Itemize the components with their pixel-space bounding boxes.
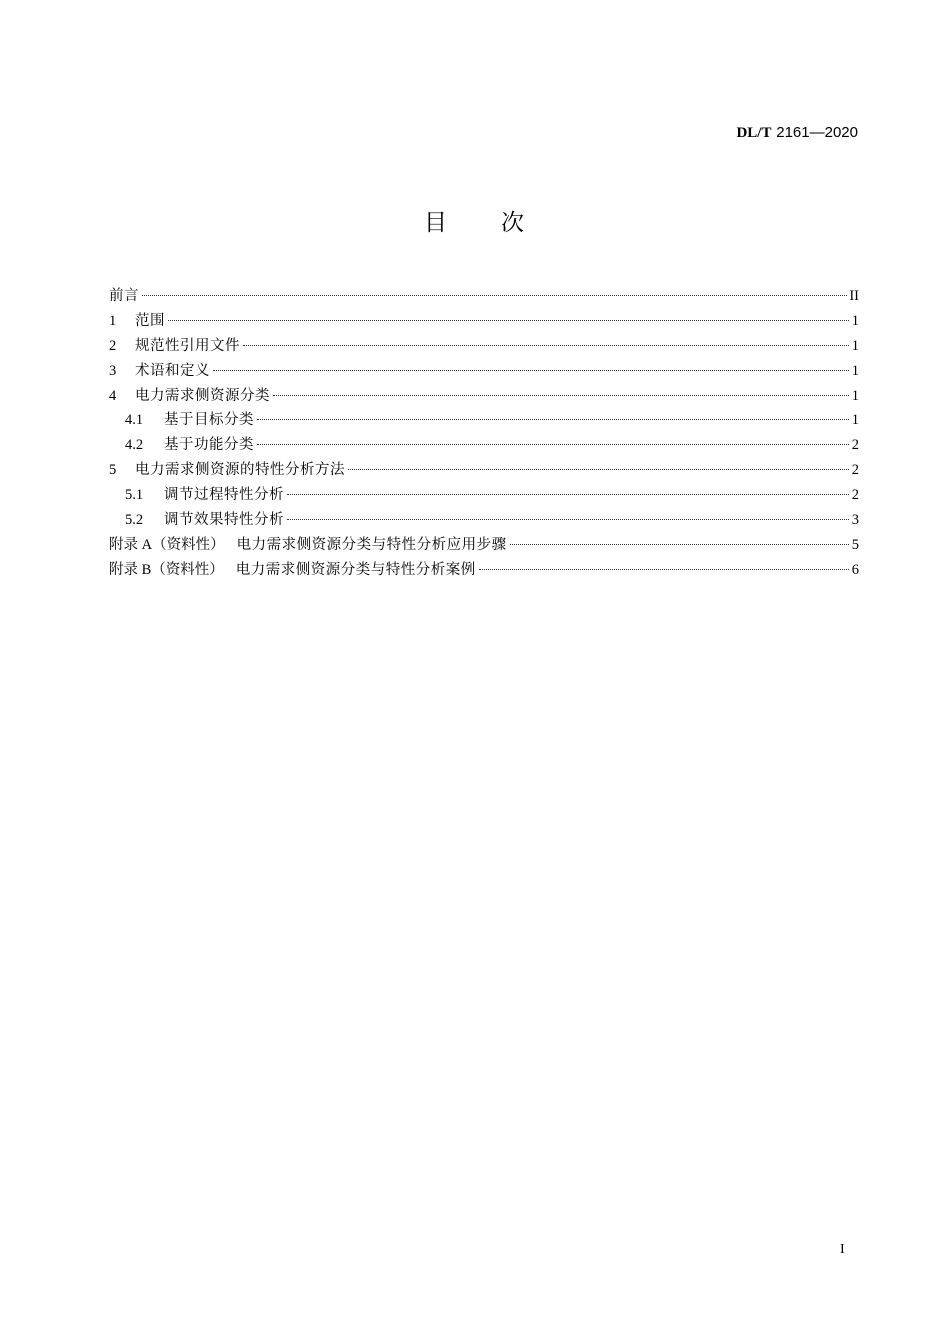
toc-entry-text: 基于功能分类 xyxy=(164,437,254,454)
toc-entry-5-2[interactable] xyxy=(109,508,859,533)
toc-leader-dots xyxy=(168,320,849,321)
toc-leader-dots xyxy=(213,370,849,371)
toc-entry-number: 3 xyxy=(109,362,117,379)
toc-entry-number: 1 xyxy=(109,312,117,329)
toc-entry-text: 基于目标分类 xyxy=(164,412,254,429)
document-code-prefix: DL/T xyxy=(736,125,772,141)
toc-entry-number: 4.1 xyxy=(125,412,144,429)
toc-entry-page: 2 xyxy=(851,462,859,479)
toc-title xyxy=(0,204,950,237)
toc-entry-appendix-b[interactable] xyxy=(109,558,859,583)
toc-entry-foreword[interactable] xyxy=(109,284,859,309)
toc-entry-page: 2 xyxy=(851,437,859,454)
toc-entry-number: 4 xyxy=(109,387,117,404)
toc-leader-dots xyxy=(257,419,849,420)
toc-entry-text: 调节效果特性分析 xyxy=(164,512,284,529)
toc-entry-text: 调节过程特性分析 xyxy=(164,487,284,504)
toc-entry-page: II xyxy=(849,288,859,304)
toc-leader-dots xyxy=(243,345,849,346)
toc-entry-text: 电力需求侧资源分类与特性分析案例 xyxy=(235,561,476,578)
toc-entry-text: 规范性引用文件 xyxy=(135,337,240,354)
toc-entry-page: 1 xyxy=(851,412,859,429)
toc-title-part2: 次 xyxy=(501,210,526,236)
toc-leader-dots xyxy=(348,469,849,470)
toc-entry-4-1[interactable] xyxy=(109,408,859,433)
toc-leader-dots xyxy=(510,544,849,545)
toc-leader-dots xyxy=(287,519,849,520)
toc-entry-page: 1 xyxy=(851,312,859,329)
toc-entry-number: 5 xyxy=(109,462,117,479)
page-number: I xyxy=(840,1242,845,1257)
toc-entry-page: 3 xyxy=(851,512,859,529)
toc-entry-text: 电力需求侧资源的特性分析方法 xyxy=(135,462,345,479)
toc-entry-page: 2 xyxy=(851,487,859,504)
toc-leader-dots xyxy=(257,444,849,445)
toc-entry-4-2[interactable] xyxy=(109,433,859,458)
toc-leader-dots xyxy=(479,569,849,570)
toc-entry-number: 附录 A（资料性） xyxy=(109,536,225,553)
toc-entry-number: 2 xyxy=(109,337,117,354)
toc-entry-text: 范围 xyxy=(135,312,165,329)
document-code-number: 2161—2020 xyxy=(776,124,858,141)
toc-entry-number: 5.2 xyxy=(125,512,144,529)
toc-entry-page: 5 xyxy=(851,536,859,553)
toc-entry-text: 电力需求侧资源分类与特性分析应用步骤 xyxy=(236,536,507,553)
toc-leader-dots xyxy=(273,395,849,396)
toc-entry-page: 1 xyxy=(851,337,859,354)
toc-leader-dots xyxy=(142,295,847,296)
toc-entry-1[interactable] xyxy=(109,309,859,334)
toc-title-part1: 目 xyxy=(424,210,449,236)
document-code xyxy=(736,123,858,142)
toc-entry-3[interactable] xyxy=(109,359,859,384)
toc-entry-page: 1 xyxy=(851,387,859,404)
toc-entry-5-1[interactable] xyxy=(109,483,859,508)
toc-entry-text: 术语和定义 xyxy=(135,362,210,379)
toc-entry-number: 附录 B（资料性） xyxy=(109,561,224,578)
toc-entry-text: 电力需求侧资源分类 xyxy=(135,387,270,404)
toc-entry-4[interactable] xyxy=(109,384,859,409)
toc-entry-page: 1 xyxy=(851,362,859,379)
toc-entry-number: 5.1 xyxy=(125,487,144,504)
toc-entry-number: 4.2 xyxy=(125,437,144,454)
toc-leader-dots xyxy=(287,494,849,495)
toc-entry-appendix-a[interactable] xyxy=(109,533,859,558)
toc-entry-text: 前言 xyxy=(109,288,139,304)
table-of-contents xyxy=(109,284,859,583)
toc-entry-page: 6 xyxy=(851,561,859,578)
toc-entry-2[interactable] xyxy=(109,334,859,359)
toc-entry-5[interactable] xyxy=(109,458,859,483)
